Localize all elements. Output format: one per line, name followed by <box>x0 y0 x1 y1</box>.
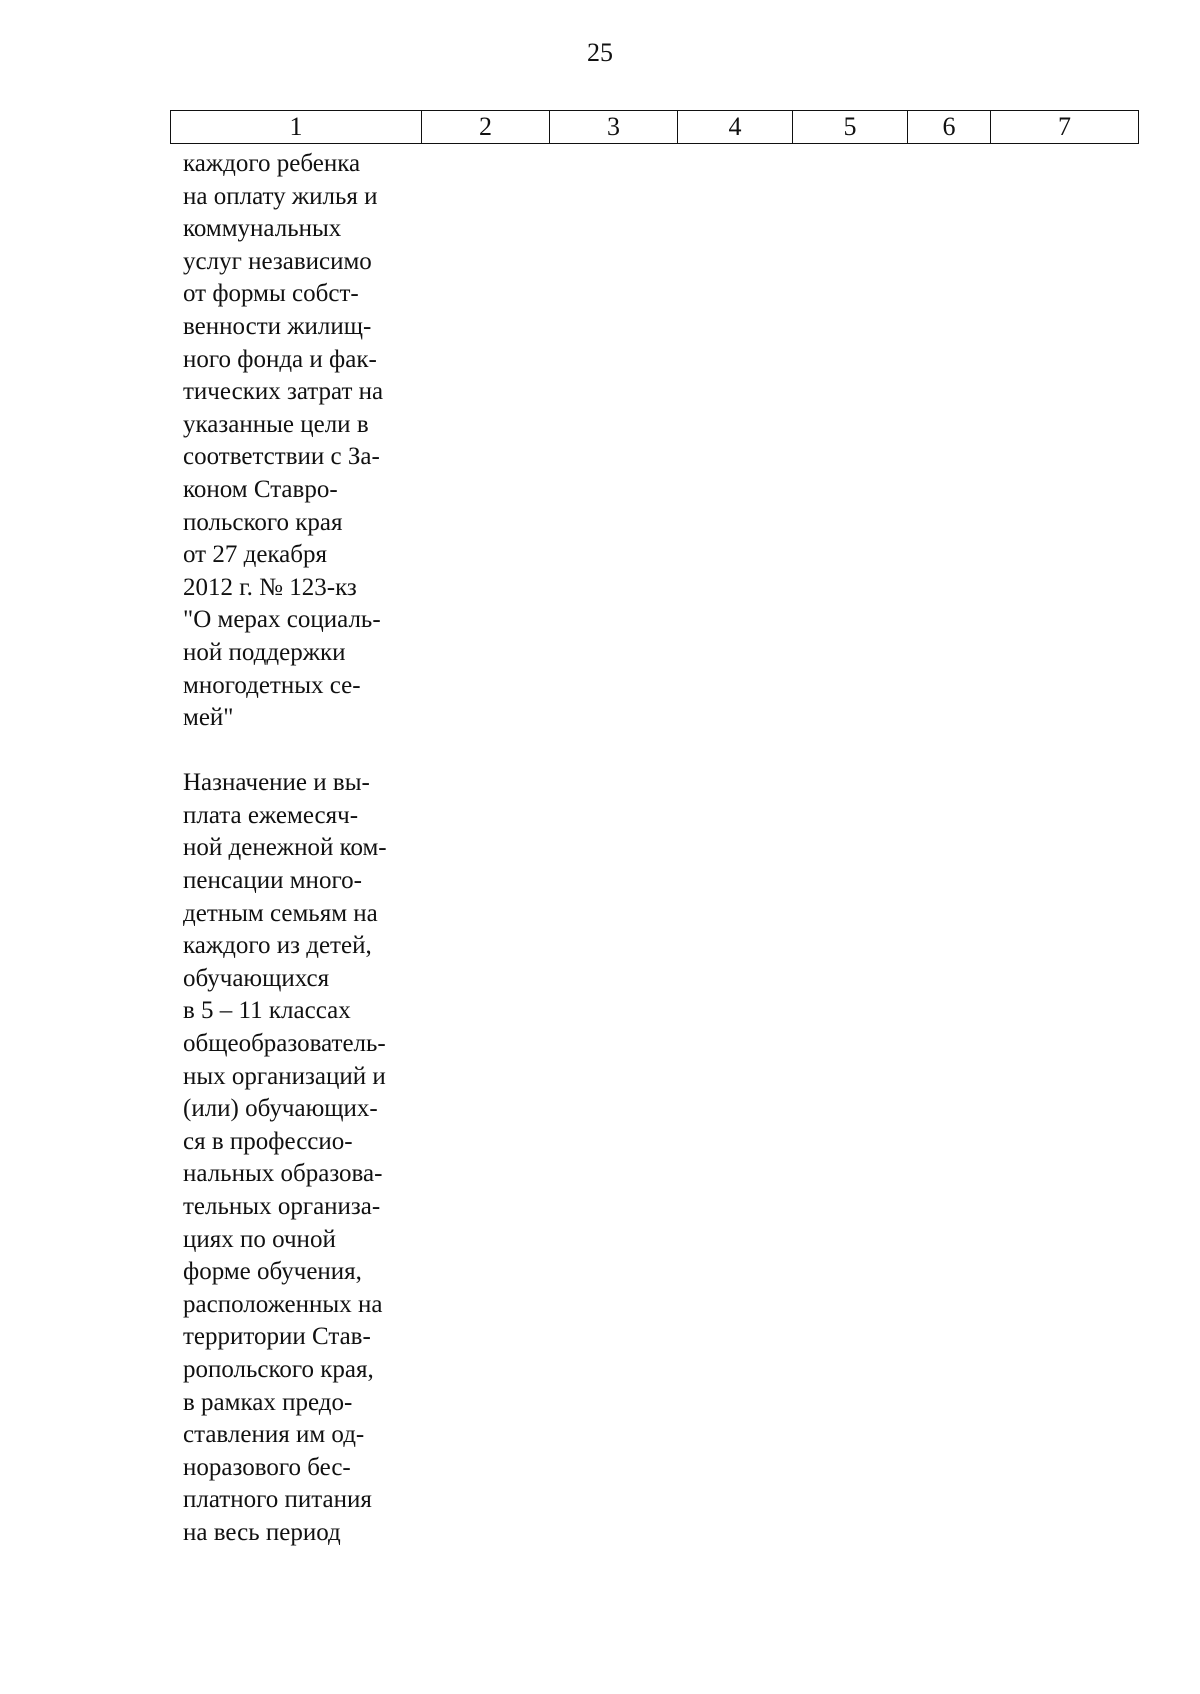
text-line: нальных образова- <box>183 1160 383 1188</box>
text-line: платного питания <box>183 1486 372 1514</box>
text-line: указанные цели в <box>183 410 369 438</box>
text-line: общеобразователь- <box>183 1030 386 1058</box>
text-line: в рамках предо- <box>183 1388 353 1416</box>
text-line: ной денежной ком- <box>183 834 387 862</box>
text-line: многодетных се- <box>183 671 361 699</box>
text-line: ного фонда и фак- <box>183 345 377 373</box>
text-line: мей" <box>183 704 234 732</box>
text-line: "О мерах социаль- <box>183 606 381 634</box>
text-line: плата ежемесяч- <box>183 801 359 829</box>
text-line: пенсации много- <box>183 867 362 895</box>
text-line: детным семьям на <box>183 899 378 927</box>
column-header-2: 2 <box>422 111 550 144</box>
paragraph-housing-compensation <box>183 148 443 735</box>
text-line: форме обучения, <box>183 1258 362 1286</box>
text-line: каждого ребенка <box>183 150 361 177</box>
page-number: 25 <box>587 38 613 67</box>
text-line: обучающихся <box>183 964 330 992</box>
text-line: ной поддержки <box>183 638 346 666</box>
text-line: польского края <box>183 508 343 536</box>
text-line: в 5 – 11 классах <box>183 997 351 1025</box>
text-line: расположенных на <box>183 1290 383 1318</box>
text-line: услуг независимо <box>183 247 372 275</box>
text-line: тических затрат на <box>183 378 384 406</box>
text-line: коммунальных <box>183 215 342 243</box>
text-line: от 27 декабря <box>183 541 327 569</box>
text-line: коном Ставро- <box>183 475 338 503</box>
text-line: ропольского края, <box>183 1355 374 1383</box>
text-line: норазового бес- <box>183 1453 351 1481</box>
text-line: ся в профессио- <box>183 1127 353 1155</box>
text-line: на весь период <box>183 1518 341 1546</box>
column-header-7: 7 <box>991 111 1139 144</box>
text-line: циях по очной <box>183 1225 336 1253</box>
column-header-1: 1 <box>171 111 422 144</box>
column-1-text <box>183 148 443 1550</box>
column-header-4: 4 <box>678 111 793 144</box>
text-line: на оплату жилья и <box>183 182 378 210</box>
table-header-row <box>170 110 1139 144</box>
paragraph-student-compensation <box>183 767 443 1549</box>
text-line: каждого из детей, <box>183 932 372 960</box>
text-line: от формы собст- <box>183 280 359 308</box>
column-header-5: 5 <box>793 111 908 144</box>
text-line: ных организаций и <box>183 1062 386 1090</box>
column-header-6: 6 <box>908 111 991 144</box>
text-line: (или) обучающих- <box>183 1095 378 1123</box>
text-line: венности жилищ- <box>183 312 372 340</box>
text-line: ставления им од- <box>183 1421 365 1449</box>
text-line: Назначение и вы- <box>183 769 370 797</box>
text-line: территории Став- <box>183 1323 371 1351</box>
text-line: соответствии с За- <box>183 443 380 471</box>
text-line: тельных организа- <box>183 1193 381 1220</box>
column-header-3: 3 <box>550 111 678 144</box>
text-line: 2012 г. № 123-кз <box>183 573 357 601</box>
paragraph-gap <box>183 735 443 768</box>
